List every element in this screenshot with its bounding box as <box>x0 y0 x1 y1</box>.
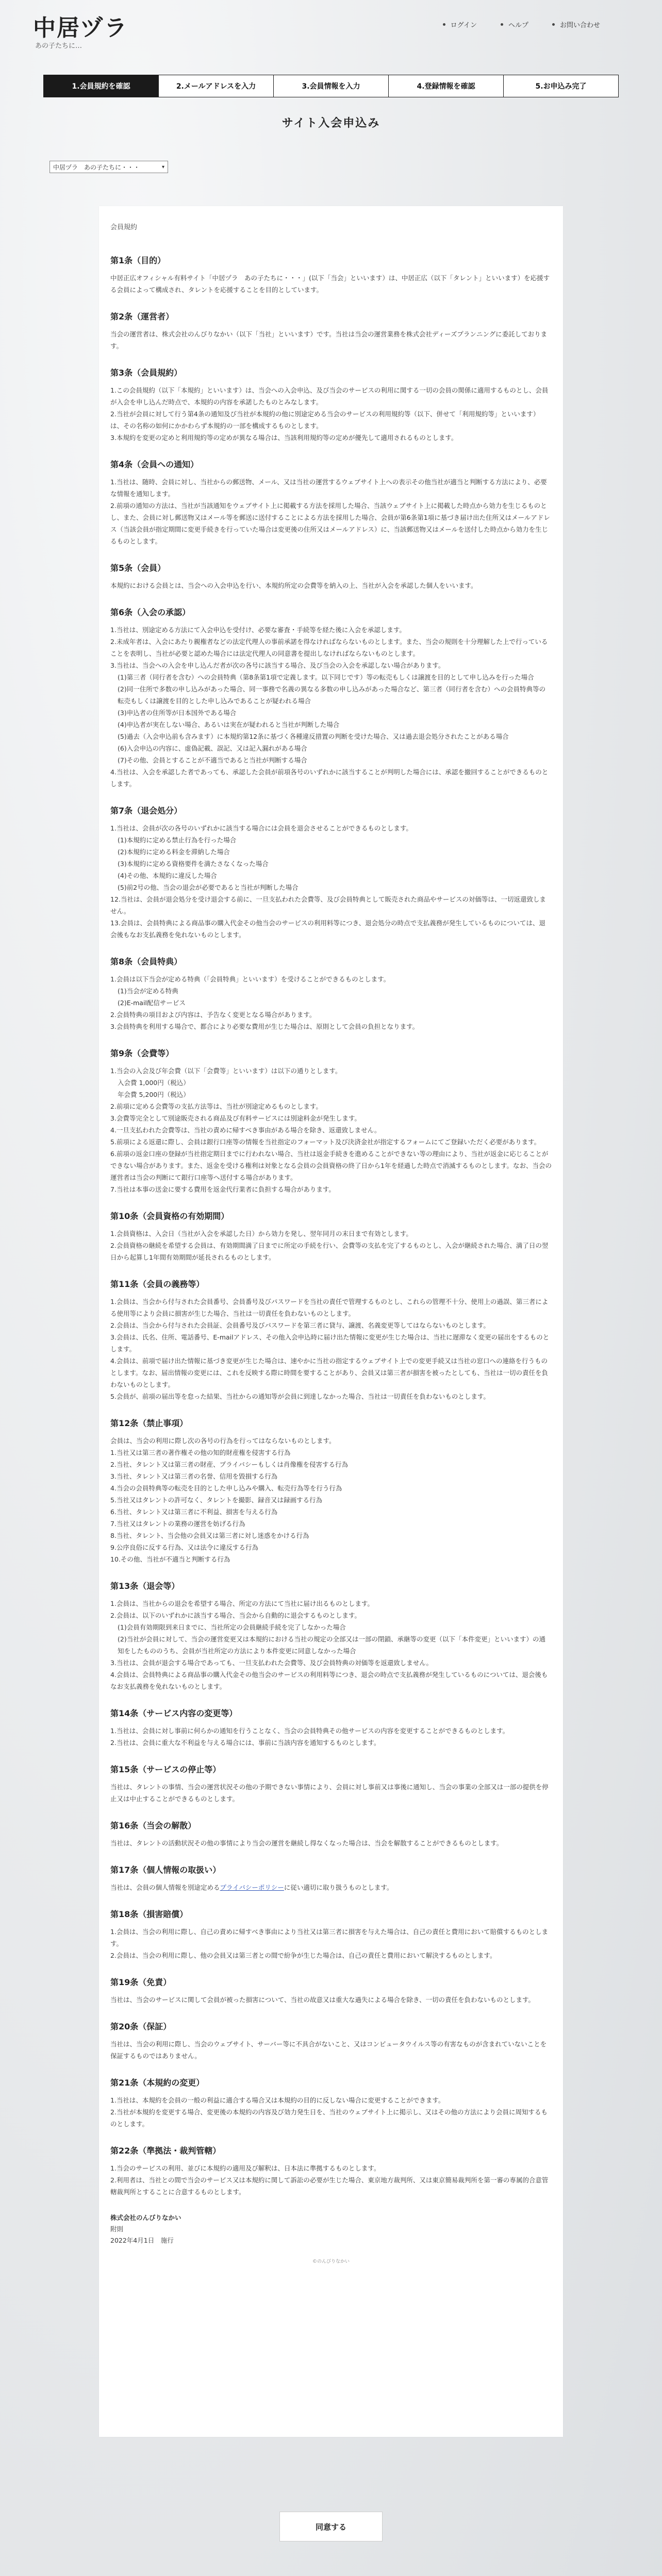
nav-contact-link[interactable] <box>552 20 600 29</box>
article-paragraph: 2.前項の通知の方法は、当社が当該通知をウェブサイト上に掲載する方法を採用した場合、当該ウェブサイト上に掲載した時点から効力を生じるものとし、また、会員に対し郵送物又はメール等を郵送に送付することによる方法を採用した場合、会員が第6条第1項に基づき届け出た住所又はメールアドレス（当該会員が指定期間に変更手続きを行っていた場合は変更後の住所又はメールアドレス）に、当該郵送物又はメールを送付した時点から効力を生じるものとします。 <box>110 502 550 545</box>
article-paragraph: 年会費 5,200円（税込） <box>118 1091 190 1098</box>
article-paragraph: (7)その他、会員とすることが不適当であると当社が判断する場合 <box>118 756 307 764</box>
article-paragraph: 当社は、タレントの活動状況その他の事情により当会の運営を継続し得なくなった場合は、当会を解散することができるものとします。 <box>110 1839 503 1847</box>
article-paragraph: 3.会員特典を利用する場合で、都合により必要な費用が生じた場合は、原則として会員の負担となります。 <box>110 1023 419 1030</box>
article-paragraph: 3.当社は、会員が退会する場合であっても、一旦支払われた会費等、及び会員特典の対価等を返還致しません。 <box>110 1659 433 1667</box>
article-paragraph: (4)申込者が実在しない場合、あるいは実在が疑われると当社が判断した場合 <box>118 721 340 728</box>
article-paragraph: 7.当社又はタレントの業務の運営を妨げる行為 <box>110 1520 245 1528</box>
agree-button[interactable]: 同意する <box>279 2512 383 2541</box>
site-header <box>0 0 662 57</box>
terms-article <box>110 1417 552 1565</box>
article-paragraph: 5.会員が、前項の届出等を怠った結果、当社からの通知等が会員に到達しなかった場合、当社は一切責任を負わないものとします。 <box>110 1393 490 1400</box>
article-paragraph: 4.当社は、入会を承認した者であっても、承認した会員が前項各号のいずれかに該当することが判明した場合には、承認を撤回することができるものとします。 <box>110 768 549 788</box>
terms-article <box>110 1210 552 1263</box>
step-2: 2.メールアドレスを入力 <box>159 75 274 97</box>
header-nav <box>443 20 600 29</box>
terms-article <box>110 1763 552 1805</box>
step-3: 3.会員情報を入力 <box>274 75 389 97</box>
site-select[interactable] <box>49 161 168 173</box>
nav-help-link[interactable] <box>501 20 528 29</box>
step-4: 4.登録情報を確認 <box>389 75 504 97</box>
terms-signature <box>110 2212 552 2246</box>
article-paragraph: 1.会員は以下当会が定める特典（「会員特典」といいます）を受けることができるものとします。 <box>110 975 390 983</box>
article-paragraph: 4.会員は、前項で届け出た情報に基づき変更が生じた場合は、速やかに当社の指定するウェブサイト上での変更手続又は当社の窓口への連絡を行うものとします。なお、届出情報の変更には、これを反映する際に時間を要することがあり、会員又は第三者が損害を被ったとしても、当社は一切の責任を負わないものとします。 <box>110 1357 549 1388</box>
article-paragraph: 2.会員特典の項目および内容は、予告なく変更となる場合があります。 <box>110 1011 316 1019</box>
article-title: 第4条（会員への通知） <box>110 460 199 469</box>
terms-article <box>110 2020 552 2062</box>
article-paragraph: 1.会員は、当社からの退会を希望する場合、所定の方法にて当社に届け出るものとします。 <box>110 1600 374 1607</box>
article-paragraph: 1.会員は、当会から付与された会員番号、会員番号及びパスワードを当社の責任で管理するものとし、これらの管理不十分、使用上の過誤、第三者による使用等により会員に損害が生じた場合、当社は一切責任を負わないものとします。 <box>110 1298 549 1317</box>
article-title: 第22条（準拠法・裁判管轄） <box>110 2146 221 2156</box>
article-title: 第18条（損害賠償） <box>110 1909 188 1919</box>
article-paragraph: 13.会員は、会員特典による商品事の購入代金その他当会のサービスの利用料等につき、退会処分の時点で支払義務が発生しているものについては、退会後もなお支払義務を免れないものとします。 <box>110 919 545 939</box>
article-paragraph: 1.当会のサービスの利用、並びに本規約の適用及び解釈は、日本法に準拠するものとします。 <box>110 2164 380 2172</box>
terms-article <box>110 1976 552 2006</box>
article-title: 第1条（目的） <box>110 256 166 265</box>
company-name: 株式会社のんびりなかい <box>110 2214 181 2222</box>
article-title: 第2条（運営者） <box>110 312 174 321</box>
article-paragraph: 3.会費等完全として別途販売される商品及び有料サービスには別途料金が発生します。 <box>110 1114 361 1122</box>
article-paragraph: 4.当会の会員特典等の転売を目的とした申し込みや購入、転売行為等を行う行為 <box>110 1484 342 1492</box>
terms-article <box>110 606 552 790</box>
terms-article <box>110 366 552 444</box>
article-title: 第11条（会員の義務等） <box>110 1279 205 1289</box>
terms-article <box>110 1278 552 1402</box>
article-paragraph: 1.当社は、別途定める方法にて入会申込を受付け、必要な審査・手続等を経た後に入会を承認します。 <box>110 626 406 634</box>
article-paragraph: 5.前項による返還に際し、会員は銀行口座等の情報を当社指定のフォーマット及び決済金社が指定するフォームにてご登録いただく必要があります。 <box>110 1138 541 1146</box>
article-paragraph: 当社は、当会の利用に際し、当会のウェブサイト、サーバー等に不具合がないこと、又はコンピュータウイルス等の有害なものが含まれていないことを保証するものではありません。 <box>110 2040 547 2060</box>
article-paragraph: 3.当社、タレント又は第三者の名誉、信用を毀損する行為 <box>110 1472 278 1480</box>
article-paragraph: 入会費 1,000円（税込） <box>118 1079 190 1087</box>
article-paragraph: (4)その他、本規約に違反した場合 <box>118 872 217 879</box>
article-paragraph: 8.当社、タレント、当会他の会員又は第三者に対し迷惑をかける行為 <box>110 1532 309 1539</box>
article-title: 第14条（サービス内容の変更等） <box>110 1708 238 1718</box>
terms-label: 会員規約 <box>110 224 138 231</box>
terms-article <box>110 2144 552 2198</box>
article-paragraph: (2)E-mail配信サービス <box>118 999 186 1007</box>
article-title: 第16条（当会の解散） <box>110 1821 196 1831</box>
article-title: 第9条（会費等） <box>110 1048 174 1058</box>
article-paragraph: 2.前項に定める会費等の支払方法等は、当社が別途定めるものとします。 <box>110 1103 322 1110</box>
article-title: 第5条（会員） <box>110 563 166 573</box>
article-paragraph: 1.当社は、会員が次の各号のいずれかに該当する場合には会員を退会させることができるものとします。 <box>110 824 412 832</box>
article-paragraph: 2.利用者は、当社との間で当会のサービス又は本規約に関して訴訟の必要が生じた場合、東京地方裁判所、又は東京簡易裁判所を第一審の専属的合意管轄裁判所とすることに合意するものとします。 <box>110 2176 549 2196</box>
article-title: 第8条（会員特典） <box>110 957 183 967</box>
article-paragraph: 当社は、当会のサービスに関して会員が被った損害について、当社の故意又は重大な過失による場合を除き、一切の責任を負わないものとします。 <box>110 1996 535 2004</box>
article-paragraph: 4.一旦支払われた会費等は、当社の責めに帰すべき事由がある場合を除き、返還致しません。 <box>110 1126 381 1134</box>
supplementary-label: 附則 <box>110 2225 124 2233</box>
terms-article <box>110 1580 552 1692</box>
article-paragraph: 1.当会の入会及び年会費（以下「会費等」といいます）は以下の通りとします。 <box>110 1067 342 1075</box>
article-title: 第19条（免責） <box>110 1977 172 1987</box>
article-paragraph: 2.当社が会員に対して行う第4条の通知及び当社が本規約の他に別途定める当会のサービスの利用規約等（以下、併せて「利用規約等」といいます）は、その名称の如何にかかわらず本規約の一部を構成するものとします。 <box>110 410 540 430</box>
article-title: 第15条（サービスの停止等） <box>110 1765 221 1774</box>
article-paragraph: 2.当社は、会員に重大な不利益を与える場合には、事前に当該内容を通知するものとします。 <box>110 1739 380 1747</box>
article-paragraph: 12.当社は、会員が退会処分を受け退会する前に、一旦支払われた会費等、及び会員特典として販売された商品やサービスの対価等は、一切返還致しません。 <box>110 895 546 915</box>
effective-date: 2022年4月1日 施行 <box>110 2236 174 2244</box>
nav-login-link[interactable] <box>443 20 477 29</box>
logo-subtitle: あの子たちに… <box>35 42 82 50</box>
article-paragraph: 1.この会員規約（以下「本規約」といいます）は、当会への入会申込、及び当会のサービスの利用に関する一切の会員の関係に適用するものとし、会員が入会を申し込んだ時点で、本規約の内容を承諾したものとみなします。 <box>110 386 549 406</box>
article-paragraph: 2.会員資格の継続を希望する会員は、有効期間満了日までに所定の手続を行い、会費等の支払を完了するものとし、入会が継続された場合、満了日の翌日から起算し1年間有効期間が延長されるものとします。 <box>110 1242 549 1261</box>
terms-article <box>110 254 552 296</box>
article-paragraph: (5)前2号の他、当会の退会が必要であると当社が判断した場合 <box>118 884 299 891</box>
article-paragraph: 5.当社又はタレントの許可なく、タレントを撮影、録音又は録画する行為 <box>110 1496 323 1504</box>
article-paragraph: (2)当社が会員に対して、当会の運営変更又は本規約における当社の規定の全部又は一部の閉鎖、承継等の変更（以下「本件変更」といいます）の通知をしたもののうち、会員が当社所定の方法により本件変更に同意しなかった場合 <box>118 1635 545 1655</box>
terms-article <box>110 1047 552 1195</box>
article-paragraph: 1.当社は、会員に対し事前に何らかの通知を行うことなく、当会の会員特典その他サービスの内容を変更することができるものとします。 <box>110 1727 509 1735</box>
article-paragraph: 2.会員は、以下のいずれかに該当する場合、当会から自動的に退会するものとします。 <box>110 1612 361 1619</box>
article-paragraph: 3.本規約を変更の定めと利用規約等の定めが異なる場合は、当該利用規約等の定めが優先して適用されるものとします。 <box>110 434 458 442</box>
article-paragraph: 1.当社又は第三者の著作権その他の知的財産権を侵害する行為 <box>110 1449 291 1456</box>
article-title: 第3条（会員規約） <box>110 368 183 378</box>
terms-article <box>110 458 552 547</box>
step-1: 1.会員規約を確認 <box>44 75 159 97</box>
privacy-policy-link[interactable]: プライバシーポリシー <box>220 1884 284 1891</box>
article-paragraph: (3)本規約に定める資格要件を満たさなくなった場合 <box>118 860 269 868</box>
terms-article <box>110 1819 552 1849</box>
terms-footer-note: ©のんびりなかい <box>312 2259 350 2264</box>
site-logo[interactable] <box>33 9 128 50</box>
article-paragraph: 4.会員は、会員特典による商品事の購入代金その他当会のサービスの利用料等につき、退会の時点で支払義務が発生しているものについては、退会後もなお支払義務を免れないものとします。 <box>110 1671 548 1690</box>
article-paragraph: (1)当会が定める特典 <box>118 987 178 995</box>
article-paragraph: 当社は、タレントの事情、当会の運営状況その他の予期できない事情により、会員に対し事前又は事後に通知し、当会の事業の全部又は一部の提供を停止又は中止することができるものとします。 <box>110 1783 549 1803</box>
nav-contact-label: お問い合わせ <box>559 22 600 29</box>
bullet-icon <box>552 23 555 26</box>
article-paragraph: 10.その他、当社が不適当と判断する行為 <box>110 1555 230 1563</box>
article-title: 第10条（会員資格の有効期間） <box>110 1211 229 1221</box>
terms-article <box>110 310 552 352</box>
nav-login-label: ログイン <box>450 22 477 29</box>
terms-article <box>110 1863 552 1893</box>
terms-article <box>110 562 552 591</box>
bullet-icon <box>443 23 445 26</box>
article-paragraph: 6.前項の返金口座の登録が当社指定期日までに行われない場合、当社は返金手続きを進めることができない等の理由により、当社が返金に応じることができない場合があります。また、返金を受ける権利は対象となる会員の会員資格の終了日から1年を経過した時点で消滅するものとします。なお、当会の運営者は当会の判断にて銀行口座等へ送付する場合があります。 <box>110 1150 552 1181</box>
article-paragraph: (1)本規約に定める禁止行為を行った場合 <box>118 836 237 844</box>
article-paragraph: 会員は、当会の利用に際し次の各号の行為を行ってはならないものとします。 <box>110 1437 336 1445</box>
article-paragraph: 6.当社、タレント又は第三者に不利益、損害を与える行為 <box>110 1508 278 1516</box>
article-paragraph: (2)同一住所で多数の申し込みがあった場合、同一事務で名義の異なる多数の申し込みがあった場合など、第三者（同行者を含む）への会員特典等の転売もしくは譲渡を目的とした申し込みであることが疑われる場合 <box>118 685 545 705</box>
article-title: 第6条（入会の承認） <box>110 607 191 617</box>
article-paragraph: 2.当社が本規約を変更する場合、変更後の本規約の内容及び効力発生日を、当社のウェブサイト上に掲示し、又はその他の方法により会員に周知するものとします。 <box>110 2108 548 2128</box>
terms-articles <box>110 254 552 2198</box>
terms-box[interactable] <box>99 206 563 2437</box>
terms-article <box>110 1908 552 1961</box>
article-paragraph: 2.当社、タレント又は第三者の財産、プライバシーもしくは肖像権を侵害する行為 <box>110 1461 348 1468</box>
article-paragraph: 1.当社は、随時、会員に対し、当社からの郵送物、メール、又は当社の運営するウェブサイト上への表示その他当社が適当と判断する方法により、必要な情報を通知します。 <box>110 478 547 498</box>
article-paragraph: 3.会員は、氏名、住所、電話番号、E-mailアドレス、その他入会申込時に届け出た情報に変更が生じた場合は、当社に遅滞なく変更の届出をするものとします。 <box>110 1333 550 1353</box>
article-paragraph: (3)申込者の住所等が日本国外である場合 <box>118 709 237 717</box>
article-paragraph: (2)本規約に定める料金を滞納した場合 <box>118 848 230 856</box>
article-paragraph: (1)第三者（同行者を含む）への会員特典（第8条第1項で定義します。以下同じです）等の転売もしくは譲渡を目的として申し込みを行った場合 <box>118 673 534 681</box>
article-title: 第7条（退会処分） <box>110 806 183 816</box>
logo-title: 中居ヅラ <box>33 15 128 41</box>
article-paragraph: 2.会員は、当会の利用に際し、他の会員又は第三者との間で紛争が生じた場合は、自己の責任と費用において解決するものとします。 <box>110 1952 496 1959</box>
article-paragraph: 1.会員資格は、入会日（当社が入会を承認した日）から効力を発し、翌年同月の末日まで有効とします。 <box>110 1230 412 1238</box>
article-title: 第13条（退会等） <box>110 1581 180 1591</box>
article-title: 第21条（本規約の変更） <box>110 2078 205 2088</box>
article-paragraph: 2.未成年者は、入会にあたり親権者などの法定代理人の事前承諾を得なければならないものとします。また、当会の規則を十分理解した上で行っていることを表明し、当社が必要と認めた場合には法定代理人の同意書を提出しなければならないものとします。 <box>110 638 548 657</box>
article-paragraph: 当社は、会員の個人情報を別途定めるプライバシーポリシーに従い適切に取り扱うものとします。 <box>110 1884 393 1891</box>
signup-steps <box>43 75 619 97</box>
article-paragraph: 7.当社は本事の送金に要する費用を返金代行業者に負担する場合があります。 <box>110 1185 335 1193</box>
article-paragraph: 当会の運営者は、株式会社のんびりなかい（以下「当社」といいます）です。当社は当会の運営業務を株式会社ディーズプランニングに委託しております。 <box>110 330 548 350</box>
article-paragraph: 9.公序良俗に反する行為、又は法令に違反する行為 <box>110 1544 258 1551</box>
article-paragraph: 中居正広オフィシャル有料サイト「中居ヅラ あの子たちに・・・」(以下「当会」といいます）は、中居正広（以下「タレント」といいます）を応援する会員によって構成され、タレントを応援することを目的としています。 <box>110 274 550 294</box>
article-paragraph: 1.会員は、当会の利用に際し、自己の責めに帰すべき事由により当社又は第三者に損害を与えた場合は、自己の責任と費用において賠償するものとします。 <box>110 1928 549 1947</box>
terms-article <box>110 2076 552 2130</box>
article-title: 第17条（個人情報の取扱い） <box>110 1865 221 1875</box>
terms-article <box>110 804 552 941</box>
chevron-down-icon: ▾ <box>161 164 164 170</box>
step-5: 5.お申込み完了 <box>504 75 618 97</box>
page-title: サイト入会申込み <box>282 117 380 130</box>
article-title: 第20条（保証） <box>110 2022 172 2031</box>
terms-article <box>110 955 552 1032</box>
terms-article <box>110 1707 552 1749</box>
article-paragraph: (6)入会申込の内容に、虚偽記載、誤記、又は記入漏れがある場合 <box>118 744 307 752</box>
article-title: 第12条（禁止事項） <box>110 1418 188 1428</box>
article-paragraph: 2.会員は、当会から付与された会員証、会員番号及びパスワードを第三者に貸与、譲渡、名義変更等してはならないものとします。 <box>110 1321 490 1329</box>
article-paragraph: 3.当社は、当会への入会を申し込んだ者が次の各号に該当する場合、及び当会の入会を承認しない場合があります。 <box>110 662 445 669</box>
bullet-icon <box>501 23 503 26</box>
article-paragraph: 1.当社は、本規約を会員の一般の利益に適合する場合又は本規約の目的に反しない場合に変更することができます。 <box>110 2096 445 2104</box>
article-paragraph: 本規約における会員とは、当会への入会申込を行い、本規約所定の会費等を納入の上、当社が入会を承認した個人をいいます。 <box>110 582 477 589</box>
site-select-value: 中居ヅラ あの子たちに・・・ <box>53 163 140 171</box>
article-paragraph: (1)会員有効期限到来日までに、当社所定の会員継続手続を完了しなかった場合 <box>118 1623 346 1631</box>
article-paragraph: (5)過去（入会申込前も含みます）に本規約第12条に基づく各種違反措置の判断を受けた場合、又は過去退会処分されたことがある場合 <box>118 733 509 740</box>
nav-help-label: ヘルプ <box>508 22 528 29</box>
